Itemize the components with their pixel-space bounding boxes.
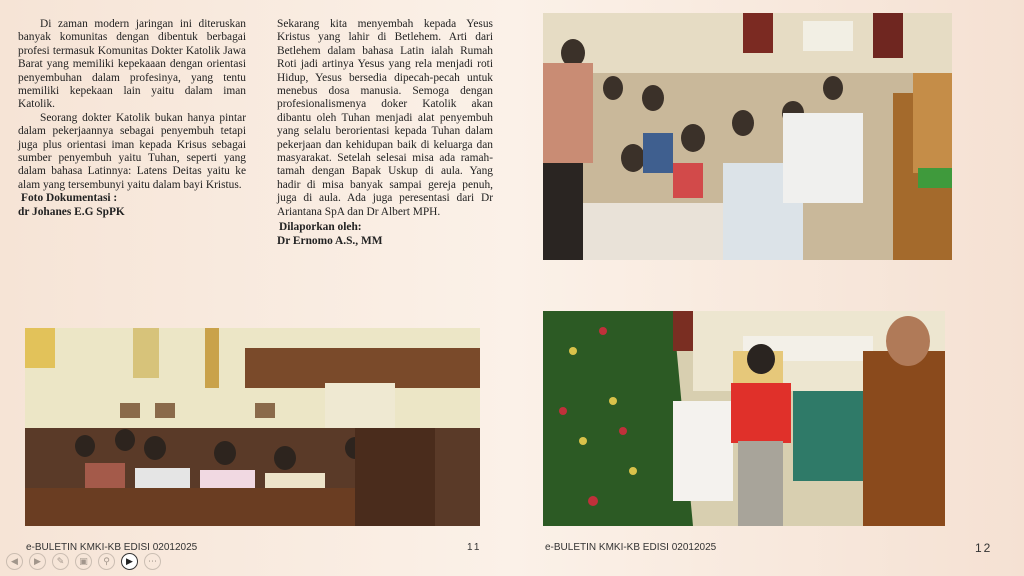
photo-credit-name: dr Johanes E.G SpPK xyxy=(18,205,125,218)
slides-icon[interactable]: ▣ xyxy=(75,553,92,570)
paragraph: Seorang dokter Katolik bukan hanya pintar dalam pekerjaannya sebagai penyembuh tetapi juga plus orientasi iman kepada Krisus sebagai sumber penyembuh yaitu Tuhan, seperti yang dalam bahasa Latinnya: Latens Deitas yaitu ke alam yang tersembunyi yaitu dalam bayi Kristus. xyxy=(18,111,246,191)
paragraph: Sekarang kita menyembah kepada Yesus Kristus yang lahir di Betlehem. Arti dari Betlehem dalam bahasa Latin ialah Rumah Roti jadi artinya Yesus yang rela menjadi roti Hidup, Yesus bersedia dipecah-pecah untuk menebus dosa manusia. Semoga dengan profesionalismenya doker Katolik akan dibantu oleh Tuhan menjadi alat penyembuh yang selalu berorientasi kepada Tuhan dalam pekerjaan dan kehidupan baik di keluarga dan masyarakat. Setelah selesai misa ada ramah-tamah dengan Bapak Uskup di aula. Yang hadir di misa banyak sampai gereja penuh, juga di aula. Ada juga peresentasi dari Dr Ariantana SpA dan Dr Albert MPH. xyxy=(277,18,493,218)
zoom-icon[interactable]: ⚲ xyxy=(98,553,115,570)
photo-church-congregation xyxy=(25,328,480,526)
video-icon[interactable]: ▶ xyxy=(121,553,138,570)
photo-credit-label: Foto Dokumentasi : xyxy=(21,192,118,205)
prev-icon[interactable]: ◀ xyxy=(6,553,23,570)
reported-by-name: Dr Ernomo A.S., MM xyxy=(277,234,383,247)
photo-hall-audience xyxy=(543,13,952,260)
footer-left-title: e-BULETIN KMKI-KB EDISI 02012025 xyxy=(26,542,198,553)
footer-right-title: e-BULETIN KMKI-KB EDISI 02012025 xyxy=(545,542,717,553)
reported-by-label: Dilaporkan oleh: xyxy=(279,221,362,234)
article-column-left xyxy=(18,18,246,219)
slideshow-toolbar xyxy=(6,553,161,570)
article-column-right xyxy=(277,18,493,248)
paragraph: Di zaman modern jaringan ini diteruskan banyak komunitas dengan dibentuk berbagai profesi termasuk Komunitas Dokter Katolik Jawa Barat yang memiliki kepekaaan dengan orientasi penyembuhan dalam profesinya, yang tentu memiliki kepekaan lain yaitu dalam iman Katolik. xyxy=(18,18,246,111)
next-icon[interactable]: ▶ xyxy=(29,553,46,570)
page-number-left: 11 xyxy=(467,542,482,553)
page-number-right: 12 xyxy=(975,541,993,555)
pen-icon[interactable]: ✎ xyxy=(52,553,69,570)
more-icon[interactable]: ⋯ xyxy=(144,553,161,570)
photo-christmas-performance xyxy=(543,311,945,526)
